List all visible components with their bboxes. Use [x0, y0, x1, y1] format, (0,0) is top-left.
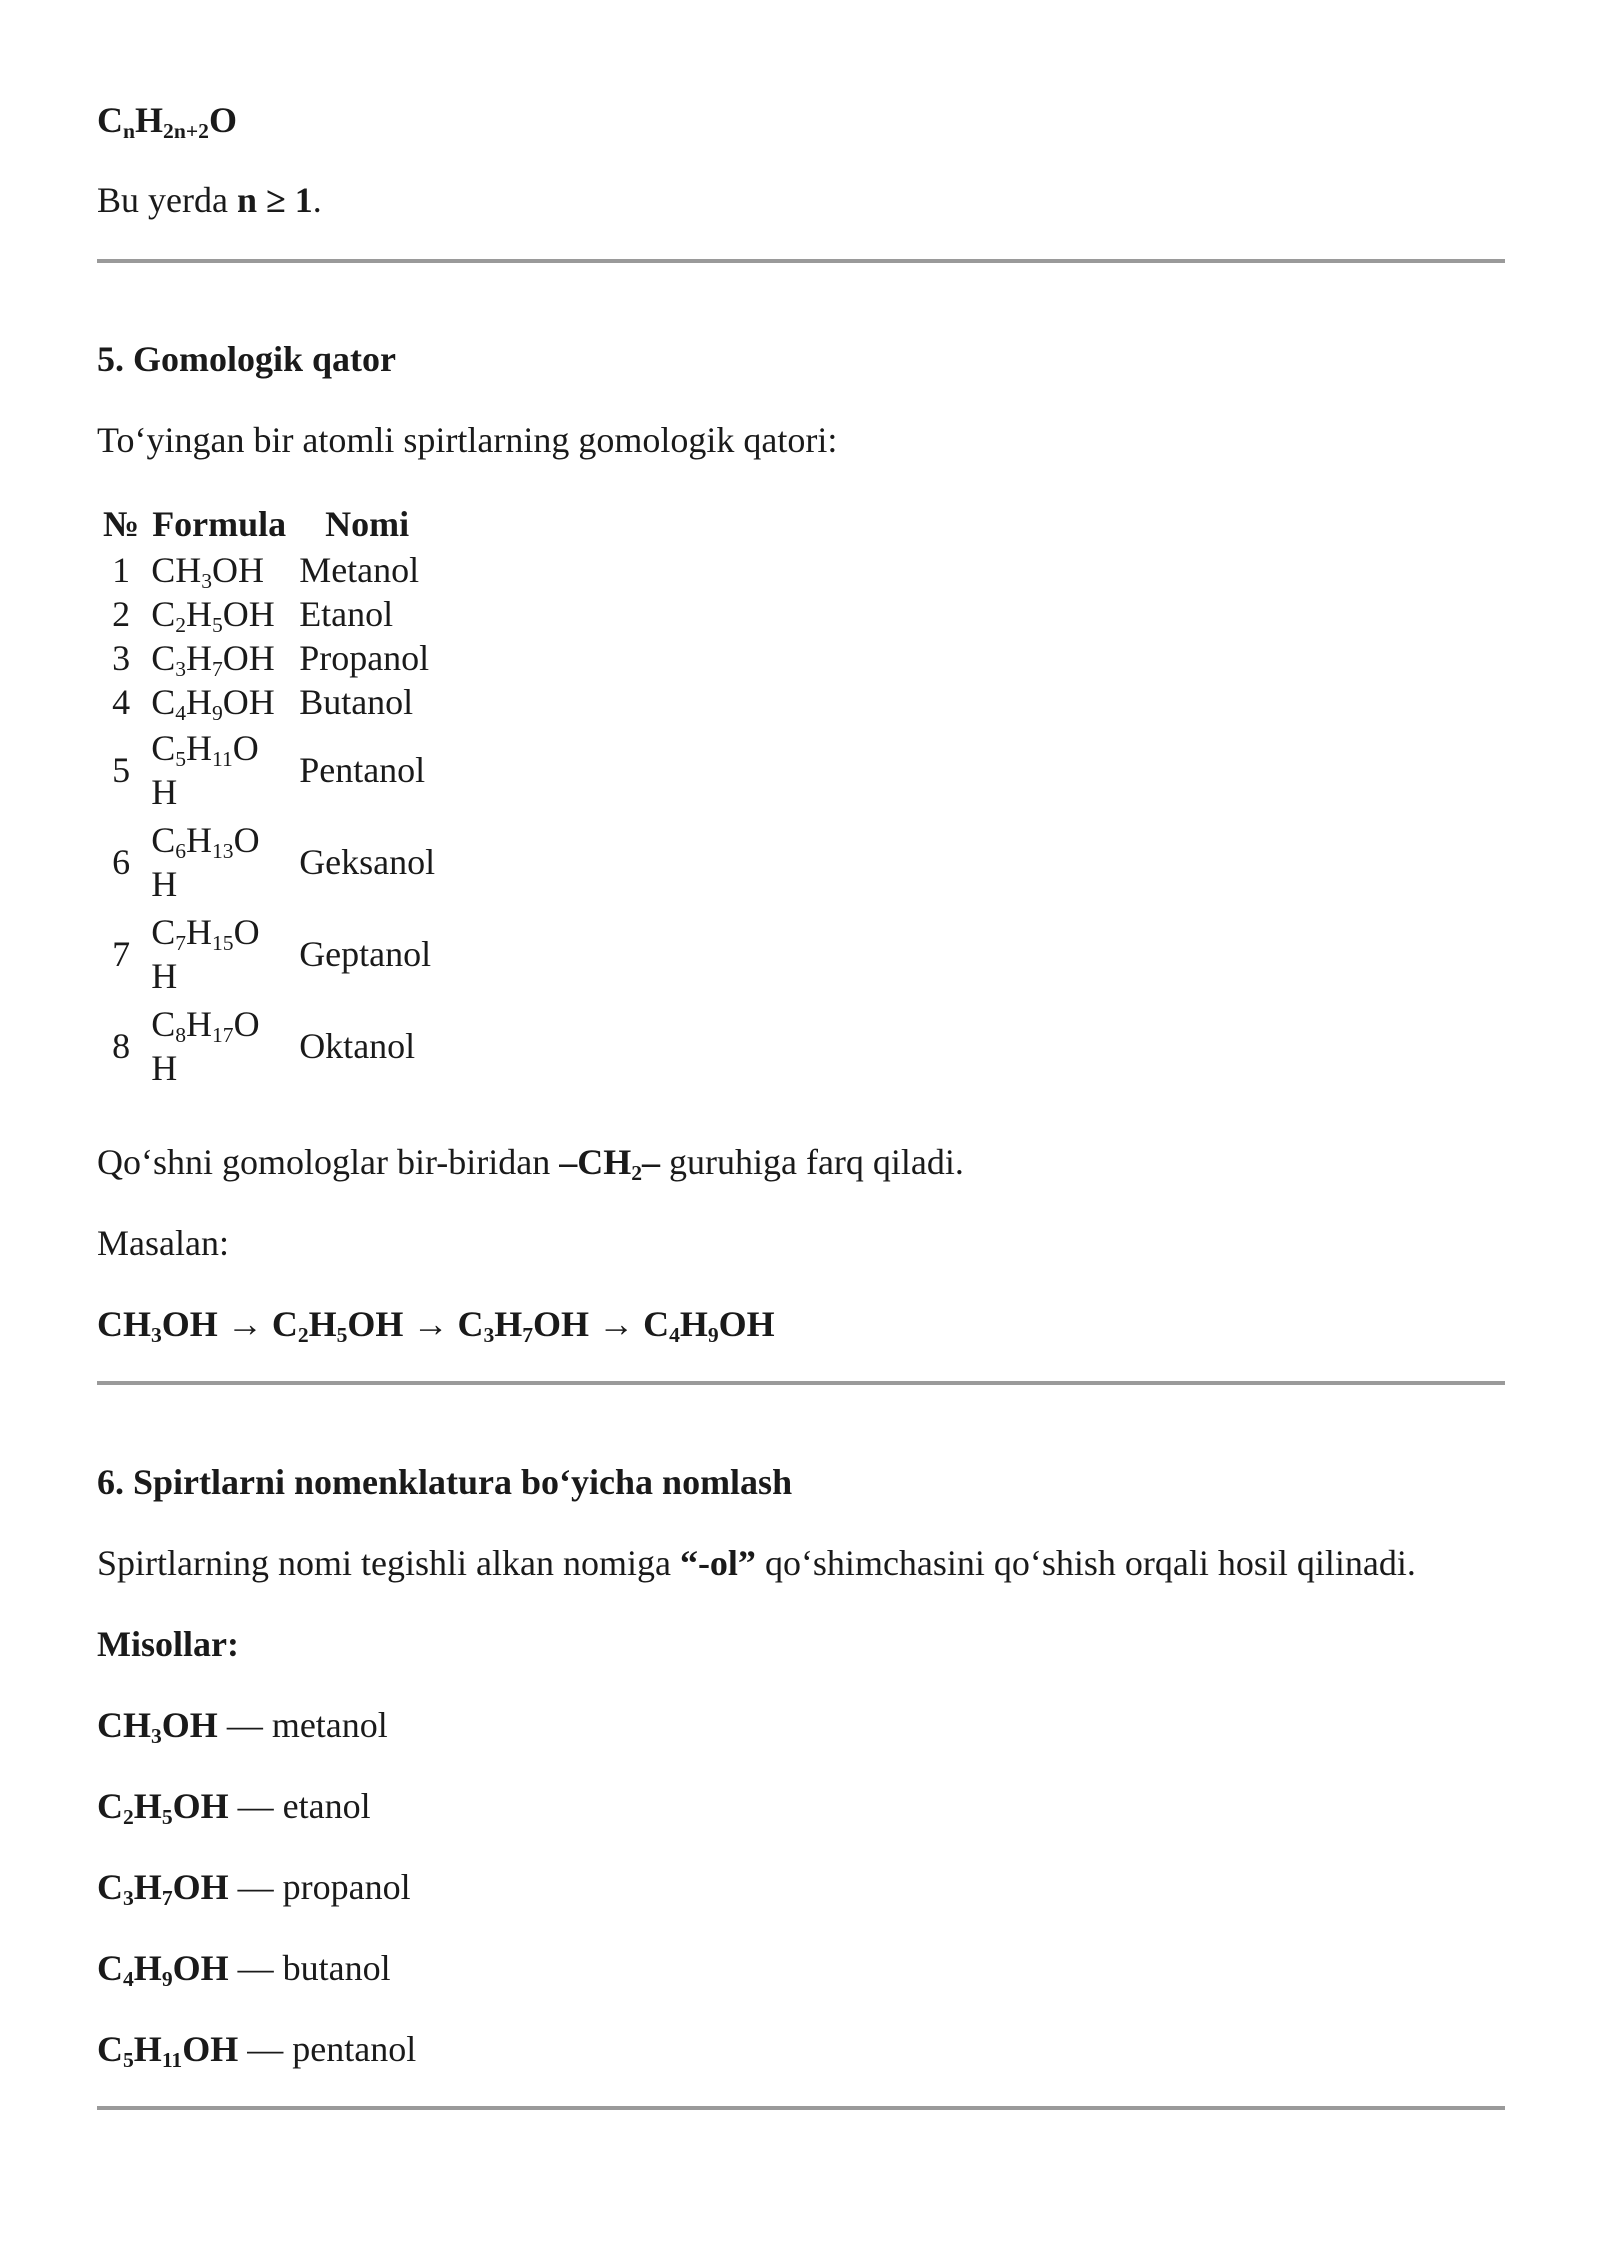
homolog-difference-text: Qo‘shni gomologlar bir-biridan $-CH_2-$ guruhiga farq qiladi.: [97, 1142, 964, 1186]
name-cell: Geptanol: [299, 934, 432, 974]
header-name: Nomi: [325, 504, 410, 544]
formula-cell: $C_2H_5OH$: [151, 594, 275, 638]
table-row: 3 $C_3H_7OH$ Propanol: [97, 636, 441, 680]
divider: [97, 259, 1505, 263]
name-cell: Pentanol: [299, 750, 426, 790]
example-label: Masalan:: [97, 1223, 229, 1263]
table-row: 5 $C_5H_{11}O$ H Pentanol: [97, 724, 441, 816]
list-item: $C_4H_9OH$ — butanol: [97, 1948, 391, 1992]
general-formula: $C_nH_{2n+2}O$: [97, 100, 237, 144]
formula-cell: $CH_3OH$: [151, 550, 264, 594]
formula-cell: $C_4H_9OH$: [151, 682, 275, 726]
list-item: $C_2H_5OH$ — etanol: [97, 1786, 371, 1830]
name-cell: Butanol: [299, 682, 414, 722]
header-number: №: [103, 504, 140, 544]
homolog-chain: $CH_3OH \to C_2H_5OH \to C_3H_7OH \to C_4H_9OH$: [97, 1304, 775, 1348]
formula-cell: $C_7H_{15}O$ H: [151, 912, 260, 996]
table-row: 7 $C_7H_{15}O$ H Geptanol: [97, 908, 441, 1000]
section-6-text: Spirtlarning nomi tegishli alkan nomiga “-ol” qo‘shimchasini qo‘shish orqali hosil qilinadi.: [97, 1543, 1416, 1583]
formula-cell: $C_6H_{13}O$ H: [151, 820, 260, 904]
formula-cell: $C_5H_{11}O$ H: [151, 728, 259, 812]
list-item: $C_5H_{11}OH$ — pentanol: [97, 2029, 417, 2073]
list-item: $C_3H_7OH$ — propanol: [97, 1867, 411, 1911]
table-row: 2 $C_2H_5OH$ Etanol: [97, 592, 441, 636]
list-item: $CH_3OH$ — metanol: [97, 1705, 388, 1749]
table-row: 6 $C_6H_{13}O$ H Geksanol: [97, 816, 441, 908]
name-cell: Oktanol: [299, 1026, 416, 1066]
name-cell: Propanol: [299, 638, 430, 678]
table-row: 8 $C_8H_{17}O$ H Oktanol: [97, 1000, 441, 1092]
examples-label: Misollar:: [97, 1624, 239, 1664]
name-cell: Etanol: [299, 594, 394, 634]
formula-cell: $C_3H_7OH$: [151, 638, 275, 682]
section-6-heading: 6. Spirtlarni nomenklatura bo‘yicha nomlash: [97, 1462, 793, 1502]
divider: [97, 1381, 1505, 1385]
formula-condition: Bu yerda n ≥ 1.: [97, 180, 322, 220]
formula-cell: $C_8H_{17}O$ H: [151, 1004, 260, 1088]
homologous-series-table: [97, 500, 441, 1092]
header-formula: Formula: [152, 504, 287, 544]
table-row: 4 $C_4H_9OH$ Butanol: [97, 680, 441, 724]
table-header-row: [97, 500, 441, 548]
section-5-heading: 5. Gomologik qator: [97, 339, 397, 379]
name-cell: Metanol: [299, 550, 420, 590]
section-5-intro: To‘yingan bir atomli spirtlarning gomologik qatori:: [97, 420, 838, 460]
divider: [97, 2106, 1505, 2110]
name-cell: Geksanol: [299, 842, 436, 882]
table-row: 1 $CH_3OH$ Metanol: [97, 548, 441, 592]
